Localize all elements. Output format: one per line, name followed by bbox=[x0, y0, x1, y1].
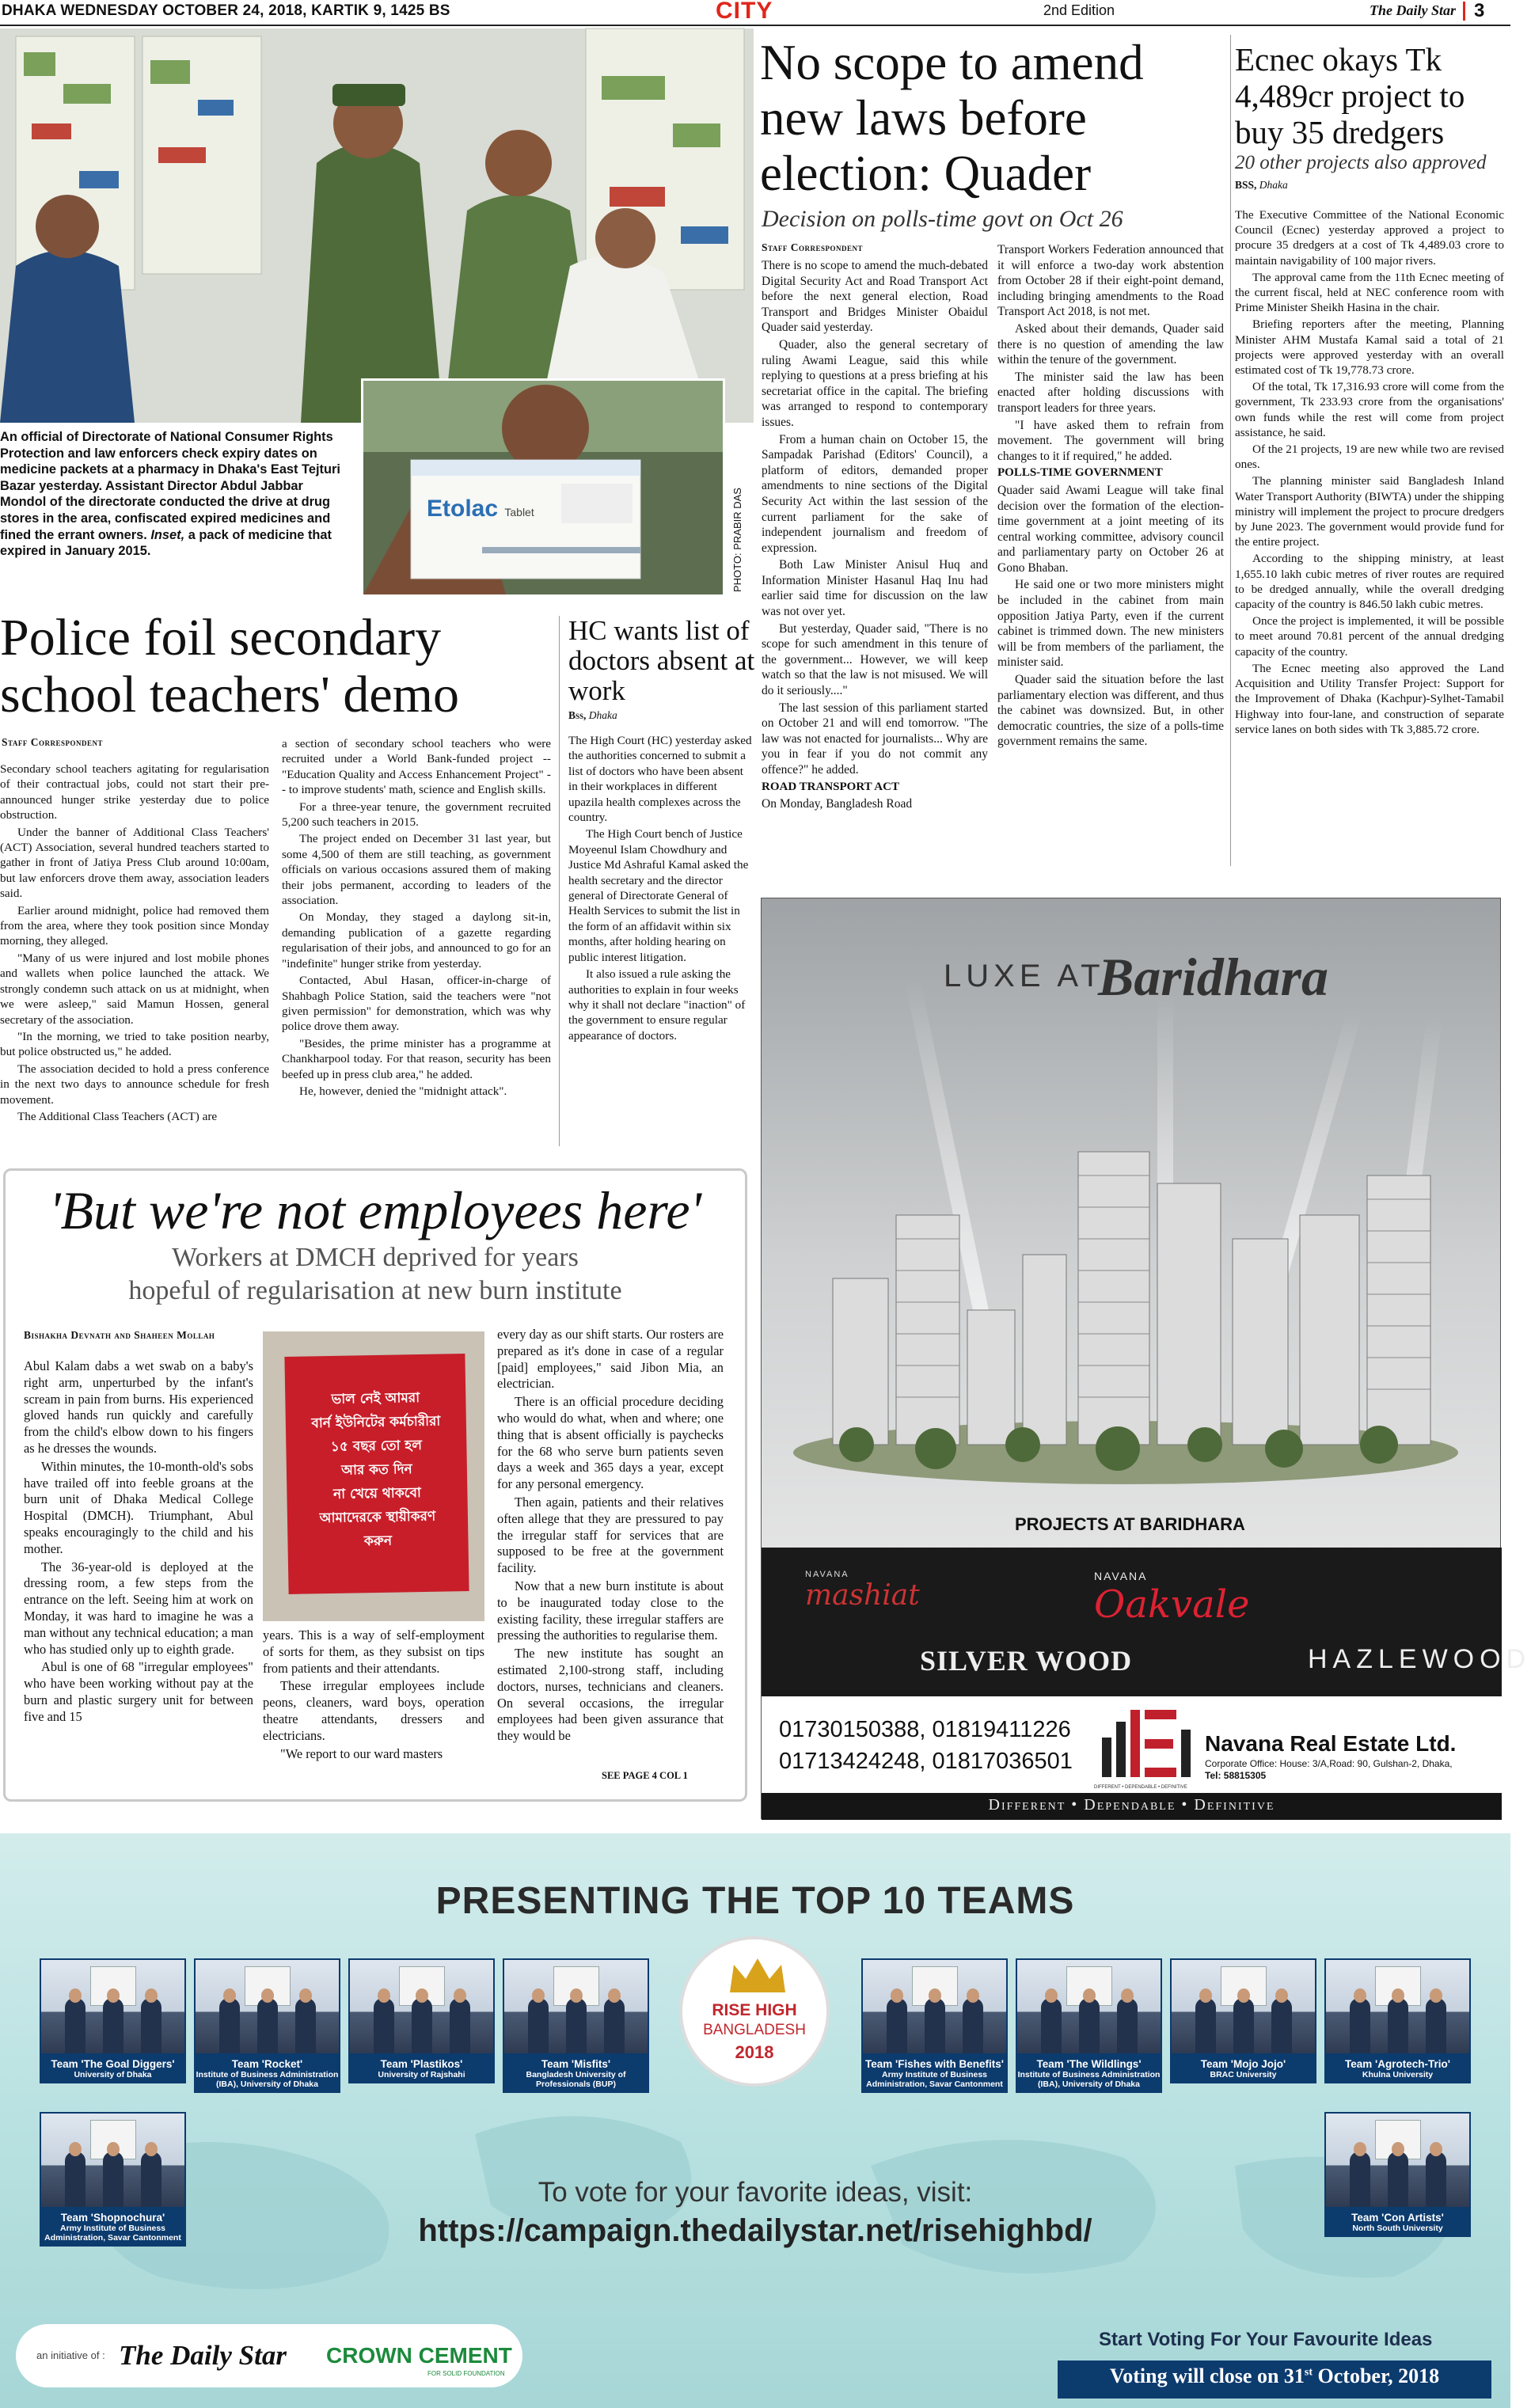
paragraph: The planning minister said Bangladesh Inland Water Transport Authority (BIWTA) under the shipping ministry will implement the project to procure dredgers by June 2023. The government would provide fund for the entire project. bbox=[1235, 474, 1504, 549]
byline-agency: Bss, bbox=[568, 709, 587, 721]
ecnec-byline bbox=[1235, 179, 1288, 192]
team-university: University of Rajshahi bbox=[378, 2070, 465, 2079]
quader-deck: Decision on polls-time govt on Oct 26 bbox=[762, 206, 1123, 232]
paragraph: These irregular employees include peons, cleaners, ward boys, operation theatre attendants, dressers and electricians. bbox=[263, 1678, 484, 1743]
paragraph: Quader said the situation before the last parliamentary election was different, and thus the cabinet was downsized. But, in other democratic countries, the size of a polls-time government remains the same. bbox=[997, 673, 1224, 749]
ecnec-headline: Ecnec okays Tk 4,489cr project to buy 35 dredgers bbox=[1235, 41, 1465, 150]
edition-label: 2nd Edition bbox=[1043, 2, 1115, 18]
paragraph: Once the project is implemented, it will be possible to meet around 70.81 percent of the annual dredging capacity of the country. bbox=[1235, 614, 1504, 659]
team-name: Team 'Misfits' bbox=[541, 2058, 611, 2070]
ad-tagline: Different • Dependable • Definitive bbox=[988, 1796, 1275, 1814]
team-label bbox=[861, 2055, 1008, 2093]
team-label bbox=[40, 2055, 186, 2083]
team-card bbox=[1170, 1958, 1316, 2083]
hc-headline: HC wants list of doctors absent at work bbox=[568, 615, 755, 706]
paragraph: The last session of this parliament started on October 21 and will end tomorrow. "The law was not enacted for journalists... Why are you in fear if you do not commit any offence?" he added. bbox=[762, 701, 988, 777]
initiative-label: an initiative of : bbox=[36, 2349, 105, 2361]
caption-inset-word: Inset, bbox=[150, 527, 185, 542]
ecnec-deck: 20 other projects also approved bbox=[1235, 152, 1487, 173]
paragraph: Of the total, Tk 17,316.93 crore will come from the government, Tk 233.93 crore from the organisations' own funds while the rest will come from project assistance, he said. bbox=[1235, 380, 1504, 439]
quader-byline: Staff Correspondent bbox=[762, 241, 863, 253]
police-col-2 bbox=[282, 736, 551, 1148]
dmch-poster-photo bbox=[263, 1331, 484, 1621]
paragraph: Within minutes, the 10-month-old's sobs have trailed off into feeble groans at the burn unit of Dhaka Medical College Hospital (DMCH). Triumphant, Abul speaks encouragingly to the child and his mother. bbox=[24, 1458, 253, 1556]
phone-line-2[interactable]: 01713424248, 01817036501 bbox=[779, 1749, 1073, 1774]
team-university: BRAC University bbox=[1210, 2070, 1277, 2079]
brand-name: mashiat bbox=[805, 1579, 920, 1612]
inset-brand-name: Etolac bbox=[427, 496, 499, 522]
dmch-col-3 bbox=[497, 1327, 724, 1770]
paragraph: years. This is a way of self-employment of sorts for them, as they subsist on tips from patients and their attendants. bbox=[263, 1627, 484, 1676]
ad-title-luxe: LUXE AT bbox=[944, 959, 1105, 993]
deadline-sup: st bbox=[1304, 2366, 1313, 2379]
masthead-rule bbox=[0, 25, 1510, 26]
team-label bbox=[1170, 2055, 1316, 2083]
team-label bbox=[1324, 2055, 1471, 2083]
team-card bbox=[503, 1958, 649, 2093]
page-number-divider bbox=[1463, 2, 1465, 21]
team-name: Team 'Mojo Jojo' bbox=[1200, 2058, 1286, 2070]
paragraph: On Monday, they staged a daylong sit-in, demanding publication of a gazette regarding regularisation of their jobs, and announced to go for an "indefinite" hunger strike from yesterday. bbox=[282, 910, 551, 970]
inset-medicine-hand bbox=[363, 381, 723, 594]
caption-tail: a pack of medicine that expired in January 2015. bbox=[0, 527, 332, 559]
paragraph: The minister said the law has been enacted after holding discussions with transport leaders for three years. bbox=[997, 370, 1224, 415]
team-label bbox=[503, 2055, 649, 2093]
paragraph: Briefing reporters after the meeting, Planning Minister AHM Mustafa Kamal said a total of 21 projects were approved yesterday with an overall estimated cost of Tk 19,778.73 crore. bbox=[1235, 317, 1504, 378]
paragraph: The approval came from the 11th Ecnec meeting of the current fiscal, held at NEC conference room with Prime Minister Sheikh Hasina in the chair. bbox=[1235, 270, 1504, 315]
police-headline: Police foil secondary school teachers' demo bbox=[0, 609, 460, 724]
brand-mashiat bbox=[805, 1570, 920, 1612]
logo-bangladesh: BANGLADESH bbox=[703, 2022, 806, 2038]
paragraph: Earlier around midnight, police had removed them from the area, where they took position since Monday morning, they alleged. bbox=[0, 903, 269, 948]
team-name: Team 'The Goal Diggers' bbox=[51, 2058, 175, 2070]
paragraph: The High Court bench of Justice Moyeenul Islam Chowdhury and Justice Md Ashraful Kamal asked the health secretary and the director general of Directorate General of Health Services to submit the list in the form of an affidavit within six months, after holding hearing on public interest litigation. bbox=[568, 827, 749, 964]
paragraph: There is no scope to amend the much-debated Digital Security Act and Road Transport Act before the next general election, Road Transport and Bridges Minister Obaidul Quader said yesterday. bbox=[762, 259, 988, 335]
paragraph: Secondary school teachers agitating for regularisation of their contractual jobs, could not start their pre-announced hunger strike yesterday due to police obstruction. bbox=[0, 762, 269, 822]
byline-place: Dhaka bbox=[588, 709, 617, 721]
team-card bbox=[40, 1958, 186, 2083]
team-card bbox=[194, 1958, 340, 2093]
vote-instruction: To vote for your favorite ideas, visit: bbox=[538, 2177, 973, 2208]
team-university: Army Institute of Business Administration, Savar Cantonment bbox=[866, 2070, 1003, 2089]
company-office: Corporate Office: House: 3/A,Road: 90, Gulshan-2, Dhaka, bbox=[1205, 1758, 1453, 1769]
paragraph: Under the banner of Additional Class Teachers' (ACT) Association, several hundred teachers started to gather in front of Jatiya Press Club around 10:00am, but law enforcers drove them away, association leaders said. bbox=[0, 825, 269, 901]
crown-icon bbox=[726, 1957, 789, 1996]
team-university: Bangladesh University of Professionals (BUP) bbox=[526, 2070, 626, 2089]
logo-year: 2018 bbox=[735, 2042, 774, 2062]
dateline: DHAKA WEDNESDAY OCTOBER 24, 2018, KARTIK 9, 1425 BS bbox=[2, 2, 450, 19]
team-university: Army Institute of Business Administration, Savar Cantonment bbox=[44, 2224, 181, 2243]
company-tel: Tel: 58815305 bbox=[1205, 1770, 1267, 1781]
paragraph: He, however, denied the "midnight attack". bbox=[299, 1084, 507, 1098]
hc-byline bbox=[568, 709, 617, 722]
paragraph: Both Law Minister Anisul Huq and Information Minister Hasanul Haq Inu had earlier said time for discussion on the law was not over yet. bbox=[762, 558, 988, 619]
paragraph: Transport Workers Federation announced that it will enforce a two-day work abstention from October 28 if their eight-point demand, including bringing amendments to the Road Transport Act 2018, is not met. bbox=[997, 243, 1224, 319]
risehigh-logo bbox=[679, 1936, 830, 2087]
ecnec-body bbox=[1235, 207, 1504, 864]
paragraph: The project ended on December 31 last year, but some 4,500 of them are still teaching, as government officials on various occasions assured them of making their jobs permanent, according to leaders of the association. bbox=[282, 832, 551, 908]
caption-text: An official of Directorate of National Consumer Rights Protection and law enforcers check expiry dates on medicine packets at a pharmacy in Dhaka's East Tejturi Bazar yesterday. Assistant Director Abdul Jabbar Mondol of the directorate conducted the drive at drug stores in the area, confiscated expired medicines and fined the errant owners. bbox=[0, 430, 340, 542]
brand-hazlewood: HAZLEWOOD bbox=[1308, 1644, 1531, 1674]
company-name: Navana Real Estate Ltd. bbox=[1205, 1731, 1457, 1756]
sponsor-crown-cement: CROWN CEMENT bbox=[326, 2343, 512, 2368]
paragraph: From a human chain on October 15, the Sampadak Parishad (Editors' Council), a platform of editors, demanded proper amendments to nine sections of the Digital Security Act within the last session of the current parliament for the sake of independent journalism and freedom of expression. bbox=[762, 432, 988, 555]
poster-line: না খেয়ে থাকবো bbox=[332, 1485, 422, 1502]
hc-body bbox=[568, 733, 752, 1148]
masthead bbox=[0, 0, 1510, 24]
pharmacy-scene bbox=[0, 28, 754, 423]
paragraph: On Monday, Bangladesh Road bbox=[762, 797, 913, 811]
team-photo bbox=[861, 1958, 1008, 2055]
navana-logo bbox=[1102, 1706, 1200, 1785]
poster-text bbox=[285, 1385, 469, 1555]
paragraph: The Ecnec meeting also approved the Land Acquisition and Utility Transfer Project: Support for the Improvement of Dhaka (Kachpur)-Sylhet-Tamabil Highway into four-lane, and construction of separate service lanes on both sides with Tk 3,885.72 crore. bbox=[1235, 661, 1504, 736]
column-rule bbox=[1230, 35, 1231, 866]
team-card bbox=[1324, 1958, 1471, 2083]
paragraph: It also issued a rule asking the authorities to explain in four weeks why it shall not declare "inaction" of the government to ensure regular appearance of doctors. bbox=[568, 967, 746, 1043]
paragraph: Now that a new burn institute is about to be inaugurated today close to the existing facility, these irregular staffers are pressing the authorities to regularise them. bbox=[497, 1578, 724, 1643]
paragraph: He said one or two more ministers might be included in the cabinet from main opposition Jatiya Party, even if the current cabinet is trimmed down. The new ministers will be from members of the parliament, the minister said. bbox=[997, 578, 1224, 670]
ad-title-baridhara: Baridhara bbox=[1098, 947, 1328, 1007]
deadline-post: October, 2018 bbox=[1317, 2364, 1440, 2387]
paragraph: "In the morning, we tried to take position nearby, but police obstructed us," he added. bbox=[0, 1029, 269, 1059]
team-university: Institute of Business Administration (IBA), University of Dhaka bbox=[196, 2070, 339, 2089]
paragraph: Contacted, Abul Hasan, officer-in-charge of Shahbagh Police Station, said the teachers were "not given permission" for demonstration, which was why police drove them away. bbox=[282, 974, 551, 1034]
dmch-headline: 'But we're not employees here' bbox=[48, 1180, 702, 1240]
police-byline: Staff Correspondent bbox=[2, 736, 103, 748]
paragraph: a section of secondary school teachers who were recruited under a World Bank-funded project -- "Education Quality and Access Enhancement Project" -- to improve students' math, science and English skills. bbox=[282, 737, 551, 797]
paragraph: Asked about their demands, Quader said there is no question of amending the law within the tenure of the government. bbox=[997, 321, 1224, 367]
paragraph: There is an official procedure deciding who would do what, when and where; one thing that is absent officially is paychecks for the 68 who serve burn patients seven days a week and 365 days a year, except for any personal emergency. bbox=[497, 1394, 724, 1492]
team-name: Team 'Con Artists' bbox=[1351, 2212, 1444, 2224]
team-photo bbox=[194, 1958, 340, 2055]
paragraph: But yesterday, Quader said, "There is no scope for such amendment in this tenure of the government... However, we will keep watch so that the law is not misused. We will do it seriously...." bbox=[762, 621, 988, 698]
poster-line: করুন bbox=[363, 1533, 393, 1550]
dmch-col-2 bbox=[263, 1627, 484, 1786]
paragraph: The High Court (HC) yesterday asked the authorities concerned to submit a list of doctors who have been absent in their workplaces in different upazila health complexes across the country. bbox=[568, 734, 752, 825]
paragraph: The 36-year-old is deployed at the dressing room, a few steps from the entrance on the left. Seeing him at work on Monday, it was hard to imagine he was a man without any technical education; a man who has studied only up to eighth grade. bbox=[24, 1559, 253, 1657]
poster-sheet bbox=[284, 1354, 469, 1594]
deadline-text bbox=[1058, 2364, 1491, 2388]
poster-line: বার্ন ইউনিটের কর্মচারীরা bbox=[311, 1413, 441, 1432]
deadline-pre: Voting will close on 31 bbox=[1109, 2364, 1305, 2387]
paragraph: The new institute has sought an estimated 2,100-strong staff, including doctors, nurses, technicians and cleaners. On several occasions, the irregular employees had been given assurance that they would be bbox=[497, 1646, 724, 1744]
team-name: Team 'Shopnochura' bbox=[60, 2212, 165, 2224]
brand-silverwood: SILVER WOOD bbox=[920, 1645, 1133, 1677]
photo-caption bbox=[0, 429, 348, 597]
team-card bbox=[861, 1958, 1008, 2093]
byline-place: Dhaka bbox=[1259, 179, 1288, 191]
subhead: POLLS-TIME GOVERNMENT bbox=[997, 466, 1163, 480]
brand-prefix: NAVANA bbox=[1094, 1570, 1148, 1582]
inset-photo bbox=[361, 378, 725, 597]
byline-agency: BSS, bbox=[1235, 179, 1257, 191]
team-name: Team 'Agrotech-Trio' bbox=[1345, 2058, 1450, 2070]
quader-col-1 bbox=[762, 258, 988, 860]
dmch-col-1 bbox=[24, 1358, 253, 1786]
dmch-deck-2: hopeful of regularisation at new burn institute bbox=[128, 1276, 622, 1305]
team-name: Team 'The Wildlings' bbox=[1036, 2058, 1142, 2070]
logo-rise-high: RISE HIGH bbox=[712, 2001, 797, 2019]
team-university: Khulna University bbox=[1362, 2070, 1434, 2079]
paragraph: Then again, patients and their relatives often allege that they are pressured to pay the irregular staff for services that are supposed to be free at the government facility. bbox=[497, 1494, 724, 1576]
team-photo bbox=[1324, 1958, 1471, 2055]
inset-brand-sub: Tablet bbox=[504, 506, 534, 518]
photo-credit: PHOTO: PRABIR DAS bbox=[731, 488, 743, 592]
team-photo bbox=[1016, 1958, 1162, 2055]
paragraph: "We report to our ward masters bbox=[280, 1745, 443, 1761]
sponsor-daily-star: The Daily Star bbox=[119, 2340, 287, 2371]
brand-name: Oakvale bbox=[1094, 1582, 1250, 1627]
nre-logo-icon bbox=[1102, 1706, 1200, 1785]
team-card bbox=[348, 1958, 495, 2083]
paper-logo: The Daily Star bbox=[1370, 2, 1457, 18]
police-col-1 bbox=[0, 762, 269, 1149]
paragraph: The association decided to hold a press conference in the next two days to announce schedule for fresh movement. bbox=[0, 1062, 269, 1107]
paragraph: Abul is one of 68 "irregular employees" who have been working without pay at the burn and plastic surgery unit for between five and 15 bbox=[24, 1659, 253, 1724]
page-number: 3 bbox=[1474, 0, 1485, 21]
paragraph: Abul Kalam dabs a wet swab on a baby's right arm, unperturbed by the infant's scream in pain from burns. His experienced gloved hands run quickly and carefully from the child's elbow down to his fingers as he dresses the wounds. bbox=[24, 1358, 253, 1456]
sponsor-crown-sub: FOR SOLID FOUNDATION bbox=[427, 2370, 505, 2377]
team-name: Team 'Plastikos' bbox=[380, 2058, 463, 2070]
dmch-byline: Bishakha Devnath and Shaheen Mollah bbox=[24, 1329, 215, 1341]
pharmacy-photo bbox=[0, 28, 754, 423]
team-photo bbox=[40, 1958, 186, 2055]
phone-line-1[interactable]: 01730150388, 01819411226 bbox=[779, 1717, 1071, 1742]
team-card bbox=[1016, 1958, 1162, 2093]
quader-headline: No scope to amend new laws before election: Quader bbox=[760, 35, 1144, 201]
team-university: Institute of Business Administration (IBA), University of Dhaka bbox=[1017, 2070, 1161, 2089]
paragraph: Of the 21 projects, 19 are new while two are revised ones. bbox=[1235, 442, 1504, 472]
column-rule bbox=[559, 616, 560, 1146]
navana-ad bbox=[761, 898, 1531, 1819]
risehigh-headline: PRESENTING THE TOP 10 TEAMS bbox=[435, 1880, 1075, 1922]
paragraph: The Executive Committee of the National Economic Council (Ecnec) yesterday approved a project to procure 35 dredgers at a cost of Tk 4,489.03 crore to maintain navigability of 100 major rivers. bbox=[1235, 208, 1504, 268]
paragraph: For a three-year tenure, the government recruited 5,200 such teachers in 2015. bbox=[282, 800, 551, 830]
subhead: ROAD TRANSPORT ACT bbox=[762, 780, 899, 793]
paragraph: Quader said Awami League will take final decision over the formation of the election-time government at a joint meeting of its central working committee, advisory council and parliamentary party on October 26 at Gono Bhaban. bbox=[997, 483, 1224, 575]
risehigh-ad bbox=[0, 1833, 1510, 2408]
poster-line: আমাদেরকে স্থায়ীকরণ bbox=[319, 1508, 436, 1527]
dmch-deck-1: Workers at DMCH deprived for years bbox=[172, 1243, 579, 1272]
team-university: University of Dhaka bbox=[74, 2070, 152, 2079]
paragraph: "I have asked them to refrain from movement. The government will bring changes to it if required," he added. bbox=[997, 418, 1224, 463]
paragraph: Quader, also the general secretary of ruling Awami League, said this while replying to questions at a press briefing at his secretariat office in the capital. The briefing was arranged to respond to contemporary issues. bbox=[762, 337, 988, 429]
poster-line: আর কত দিন bbox=[340, 1461, 412, 1479]
projects-label: PROJECTS AT BARIDHARA bbox=[1015, 1514, 1245, 1534]
paragraph: The Additional Class Teachers (ACT) are bbox=[17, 1109, 218, 1123]
vote-url[interactable]: https://campaign.thedailystar.net/risehighbd/ bbox=[418, 2213, 1092, 2248]
team-photo bbox=[348, 1958, 495, 2055]
logo-tagline: DIFFERENT • DEPENDABLE • DEFINITIVE bbox=[1094, 1785, 1187, 1790]
section-label: CITY bbox=[716, 0, 773, 24]
team-university: North South University bbox=[1352, 2224, 1443, 2233]
quader-col-2 bbox=[997, 242, 1224, 860]
team-label bbox=[348, 2055, 495, 2083]
team-label bbox=[194, 2055, 340, 2093]
team-name: Team 'Rocket' bbox=[231, 2058, 303, 2070]
team-photo bbox=[503, 1958, 649, 2055]
brand-oakvale bbox=[1094, 1570, 1250, 1627]
team-label bbox=[1016, 2055, 1162, 2093]
paragraph: According to the shipping ministry, at least 1,655.10 lakh cubic metres of river routes are required to be dredged annually, while the overall dredging capacity of the country is 846.50 lakh cubic metres. bbox=[1235, 552, 1504, 612]
paragraph: "Many of us were injured and lost mobile phones and wallets when police launched the attack. We strongly condemn such attack on us at midnight, when we were asleep," said Mamun Hossen, general secretary of the association. bbox=[0, 951, 269, 1027]
poster-line: ভাল নেই আমরা bbox=[331, 1390, 420, 1407]
dmch-jump-link[interactable]: SEE PAGE 4 COL 1 bbox=[602, 1770, 688, 1781]
team-photo bbox=[1170, 1958, 1316, 2055]
paragraph: "Besides, the prime minister has a programme at Chankharpool today. For that reason, security has been beefed up in press club area," he added. bbox=[282, 1036, 551, 1081]
paragraph: every day as our shift starts. Our rosters are prepared as it's done in case of a regular [paid] employees," said Jibon Mia, an electrician. bbox=[497, 1327, 724, 1392]
brand-prefix: NAVANA bbox=[805, 1570, 849, 1579]
team-name: Team 'Fishes with Benefits' bbox=[865, 2058, 1004, 2070]
poster-line: ১৫ বছর তো হল bbox=[330, 1438, 423, 1456]
inset-brand bbox=[427, 496, 534, 522]
vote-cta[interactable]: Start Voting For Your Favourite Ideas bbox=[1099, 2329, 1433, 2350]
